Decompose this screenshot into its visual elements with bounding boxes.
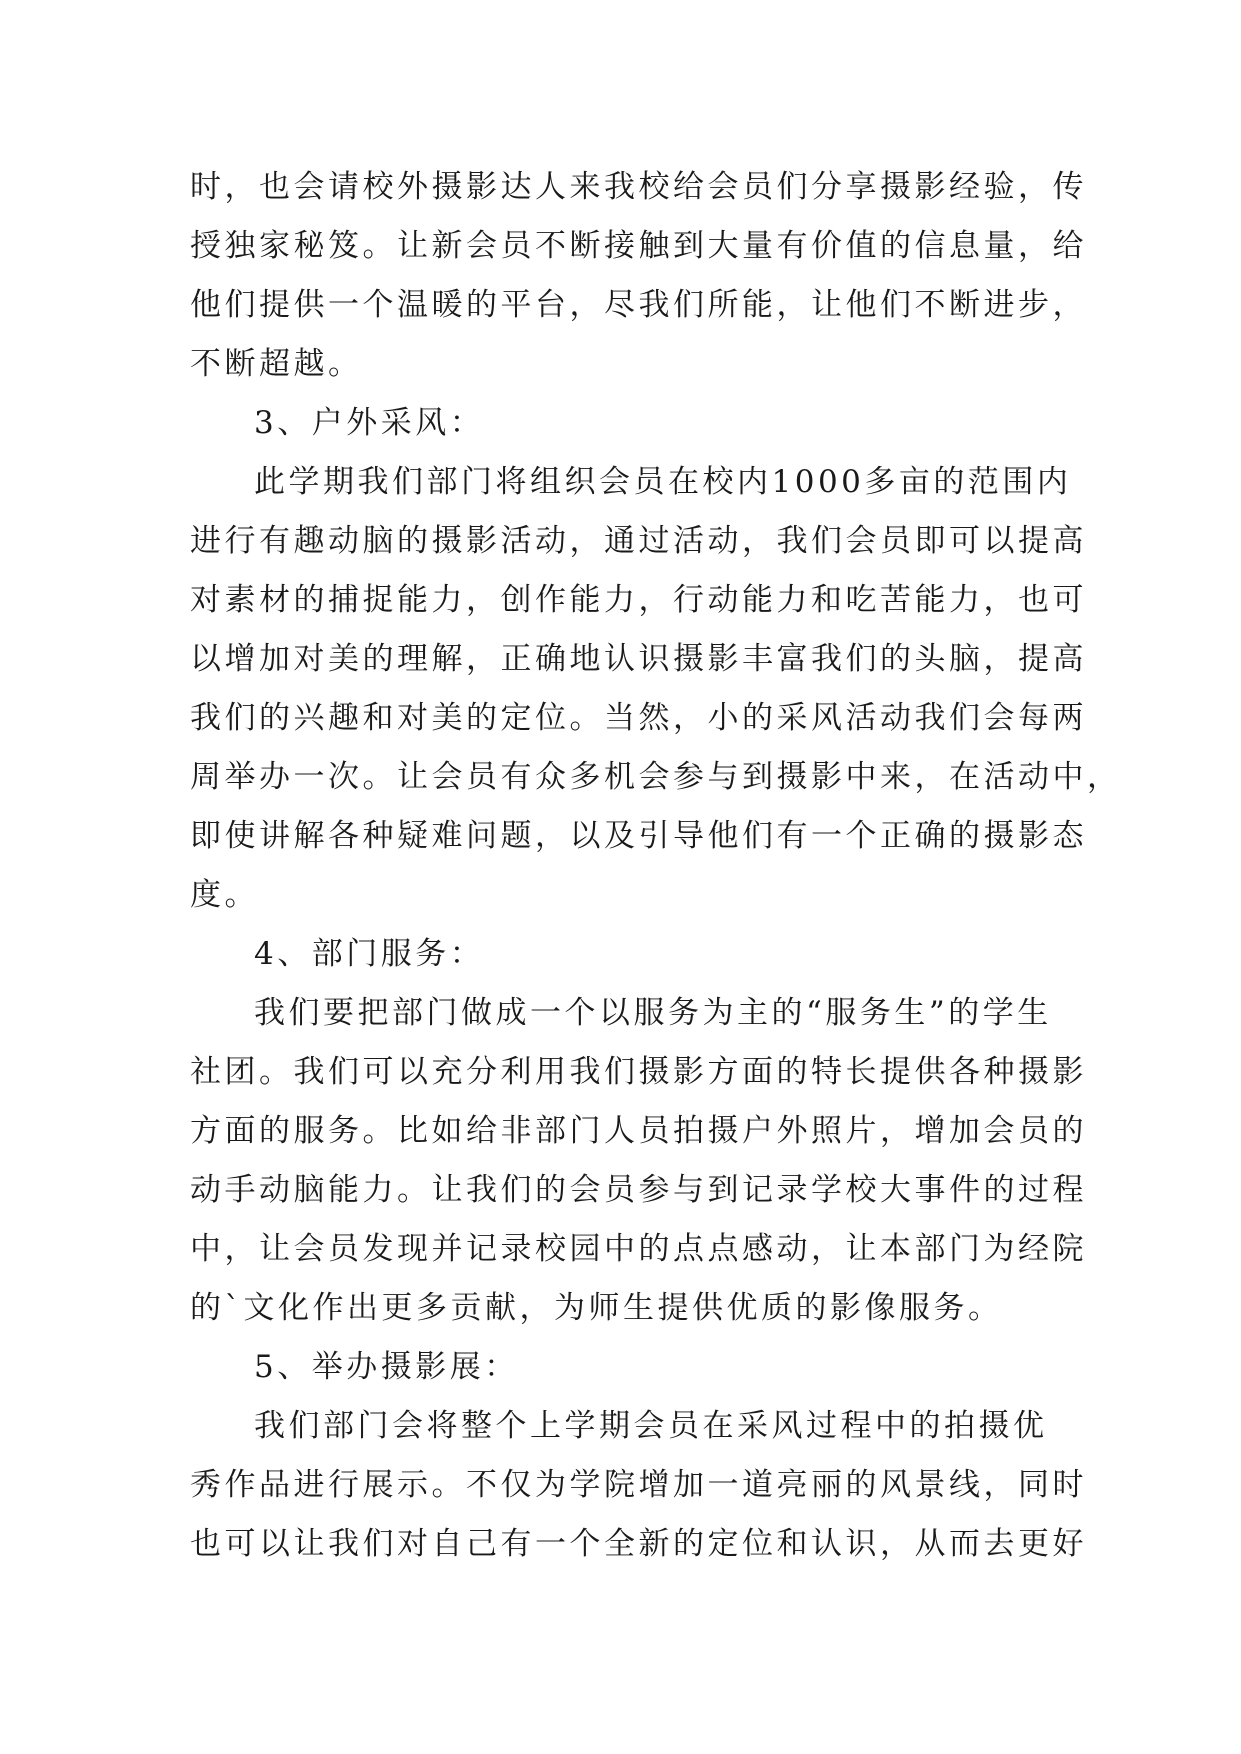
text-line: 的`文化作出更多贡献，为师生提供优质的影像服务。	[190, 1290, 1003, 1326]
text-line: 时，也会请校外摄影达人来我校给会员们分享摄影经验，传	[190, 169, 1087, 205]
text-line: 我们部门会将整个上学期会员在采风过程中的拍摄优	[254, 1408, 1048, 1444]
text-line: 方面的服务。比如给非部门人员拍摄户外照片，增加会员的	[190, 1113, 1087, 1149]
text-line: 我们的兴趣和对美的定位。当然，小的采风活动我们会每两	[190, 700, 1087, 736]
text-line: 即使讲解各种疑难问题，以及引导他们有一个正确的摄影态	[190, 818, 1087, 854]
section-heading: 3、户外采风：	[254, 405, 485, 441]
text-line: 此学期我们部门将组织会员在校内1000多亩的范围内	[254, 464, 1072, 500]
text-line: 进行有趣动脑的摄影活动，通过活动，我们会员即可以提高	[190, 523, 1087, 559]
text-line: 授独家秘笈。让新会员不断接触到大量有价值的信息量，给	[190, 228, 1087, 264]
text-line: 对素材的捕捉能力，创作能力，行动能力和吃苦能力，也可	[190, 582, 1087, 618]
section-heading: 4、部门服务：	[254, 936, 485, 972]
document-body	[190, 158, 1122, 1574]
text-line: 他们提供一个温暖的平台，尽我们所能，让他们不断进步，	[190, 287, 1087, 323]
text-line: 度。	[190, 877, 259, 913]
text-line: 中，让会员发现并记录校园中的点点感动，让本部门为经院	[190, 1231, 1087, 1267]
text-line: 社团。我们可以充分利用我们摄影方面的特长提供各种摄影	[190, 1054, 1087, 1090]
text-line: 周举办一次。让会员有众多机会参与到摄影中来，在活动中，	[190, 759, 1122, 795]
text-line: 不断超越。	[190, 346, 363, 382]
text-line: 动手动脑能力。让我们的会员参与到记录学校大事件的过程	[190, 1172, 1087, 1208]
text-line: 以增加对美的理解，正确地认识摄影丰富我们的头脑，提高	[190, 641, 1087, 677]
text-line: 秀作品进行展示。不仅为学院增加一道亮丽的风景线，同时	[190, 1467, 1087, 1503]
text-line: 我们要把部门做成一个以服务为主的“服务生”的学生	[254, 995, 1052, 1031]
section-heading: 5、举办摄影展：	[254, 1349, 519, 1385]
text-line: 也可以让我们对自己有一个全新的定位和认识，从而去更好	[190, 1526, 1087, 1562]
